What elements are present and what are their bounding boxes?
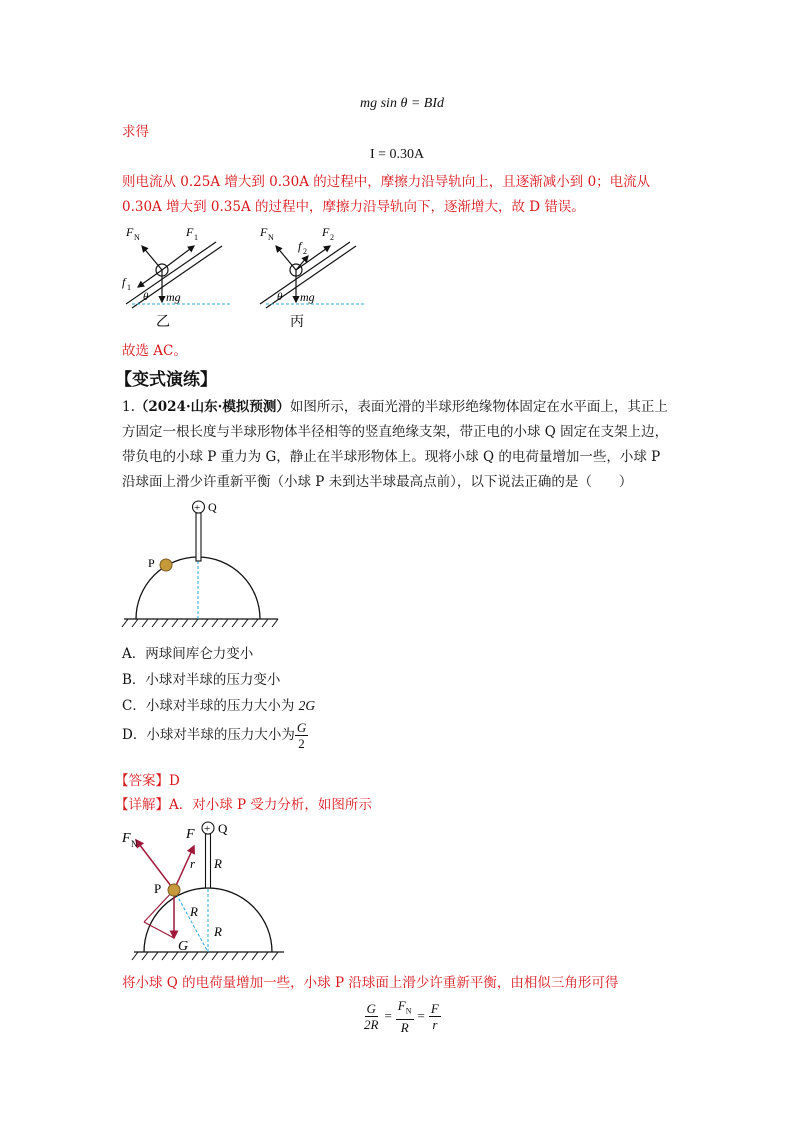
fig2-R-lower: R [214,924,222,939]
fig2-p-label: P [154,881,162,896]
yi-fn-sub: N [134,233,140,242]
ratio-n3: F [430,1000,439,1016]
ratio-n1: G [366,1000,376,1016]
option-c-value: 2G [298,698,316,713]
yi-caption: 乙 [156,315,170,330]
bing-friction-sub: 2 [303,247,307,256]
yi-theta: θ [143,291,149,303]
ratio-d2: R [400,1019,409,1035]
figure-bing [252,222,372,332]
section-heading: 【变式演练】 [115,370,217,390]
yi-mg: mg [166,290,181,304]
formula-top: mg sin θ = BId [360,96,444,111]
figure-yi [118,222,238,332]
ratio-n2: F [397,998,406,1013]
conclusion: 故选 AC。 [122,343,187,359]
bing-f-label: F [322,225,330,239]
formula-current: I = 0.30A [370,147,425,162]
option-d-text: D．小球对半球的压力大小为 [122,727,295,743]
solve-label: 求得 [122,124,149,140]
q-label: Q [208,500,217,514]
question-line-2: 方固定一根长度与半球形物体半径相等的竖直绝缘支架，带正电的小球 Q 固定在支架上边， [122,424,669,440]
fig2-f-label: F [186,827,195,842]
fig2-R-upper: R [214,856,222,871]
option-d-num: G [296,720,307,735]
ratio-eq-1: = [384,1008,392,1024]
yi-f-sub: 1 [194,233,198,242]
p-label: P [148,556,155,570]
yi-friction-sub: 1 [127,283,131,292]
bing-friction-label: f [298,239,302,253]
ratio-d3: r [432,1016,438,1032]
fig2-r-label: r [190,856,196,871]
detail-after: 将小球 Q 的电荷量增加一些，小球 P 沿球面上滑少许重新平衡，由相似三角形可得 [122,975,619,991]
option-c-text: C．小球对半球的压力大小为 [122,698,299,714]
ratio-n2-wrap [396,998,414,1020]
option-a[interactable]: A．两球间库仑力变小 [122,646,254,662]
fig2-q-label: Q [218,821,228,836]
bing-caption: 丙 [290,315,304,330]
bing-fn-sub: N [268,233,274,242]
explanation-line-1: 则电流从 0.25A 增大到 0.30A 的过程中，摩擦力沿导轨向上，且逐渐减小到 0；电流从 [122,174,651,190]
yi-f-label: F [186,225,194,239]
fig2-R-mid: R [190,904,198,919]
ratio-eq-2: = [417,1008,425,1024]
detail-label: 【详解】 [115,797,169,813]
fig2-plus: + [204,823,211,835]
q-plus-sign: + [194,502,201,514]
detail-line [115,794,372,816]
ratio-frac-2 [396,998,414,1035]
question-text-1: 如图所示，表面光滑的半球形绝缘物体固定在水平面上，其正上 [289,399,668,415]
ratio-formula [362,998,441,1035]
question-line-3: 带负电的小球 P 重力为 G，静止在半球形物体上。现将小球 Q 的电荷量增加一些，小球 P [122,449,661,465]
answer: 【答案】D [115,773,180,789]
fig2-fn-label: F [122,831,131,846]
ratio-frac-3 [429,1001,441,1032]
ratio-d1: 2R [364,1016,379,1032]
force-figure [118,818,288,966]
bing-f-sub: 2 [330,233,334,242]
yi-fn-label: F [126,225,134,239]
ratio-n2-sub: N [405,1006,412,1016]
detail-text: A．对小球 P 受力分析，如图所示 [169,797,372,813]
explanation-line-2: 0.30A 增大到 0.35A 的过程中，摩擦力沿导轨向下，逐渐增大，故 D 错误。 [122,199,585,215]
question-number: 1. [122,399,135,415]
ratio-frac-1 [362,1001,380,1032]
option-d[interactable] [122,720,308,751]
option-d-den: 2 [298,736,305,751]
fig2-fn-sub: N [131,839,138,849]
question-source: （2024·山东·模拟预测） [134,399,290,415]
yi-friction-label: f [122,275,126,289]
fig2-g-label: G [178,939,189,954]
question-line-4: 沿球面上滑少许重新平衡（小球 P 未到达半球最高点前），以下说法正确的是（ ） [122,474,633,490]
question-figure [118,495,288,635]
bing-mg: mg [300,290,315,304]
option-c[interactable] [122,694,315,714]
option-b[interactable]: B．小球对半球的压力变小 [122,672,281,688]
option-d-fraction [295,720,308,751]
bing-fn-label: F [260,225,268,239]
bing-theta: θ [277,291,283,303]
question-line-1 [122,396,668,418]
